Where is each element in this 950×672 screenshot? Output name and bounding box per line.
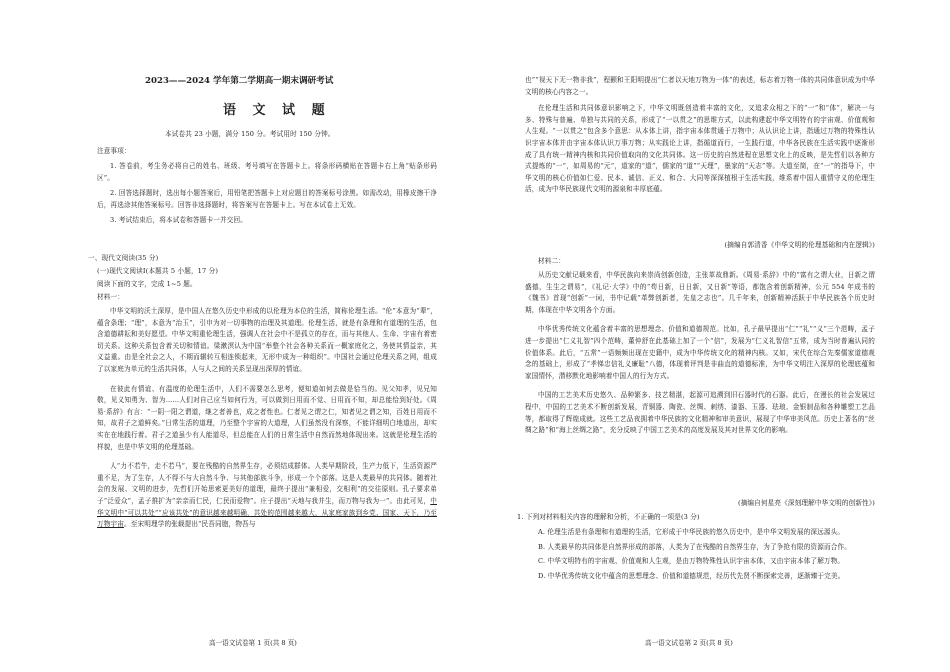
source-citation: (摘编自何星亮《深刻理解中华文明的创新性》) <box>737 499 875 507</box>
paragraph: 也”“视天下无一物非我”，程颢和王阳明提出“仁者以天地万物为一体”的表述，标志着万物一体的共同体意识成为中华文明的核心内容之一。 <box>525 76 875 96</box>
subsection-heading: (一)现代文阅读Ⅰ(本题共 5 小题，17 分) <box>97 267 219 275</box>
material-label: 材料二： <box>538 257 565 265</box>
paragraph <box>97 461 437 531</box>
paragraph: 在伦理生活和共同体意识影响之下，中华文明既创造着丰富的文化，又追求众相之下的“一”和“体”，解决一与多、特殊与普遍、单独与共同的关系，形成了“一以贯之”的思维方式，以此构建起中华文明特有的宇宙观、价值观和人生观。“一以贯之”包含多个意思：从本体上讲，指宇宙本体贯通于万物中；从认识论上讲，指通过万物的特殊性认识宇宙本体并由宇宙本体认识万事万物；从实践论上讲，指循道而行，一生践行道，中华各民族在生活实践中逐渐形成了具有统一精神内核和共同价值取向的文化共同体。这一历史的自然进程在思想文化上的反映，是先哲们以各种方式提炼的“一”，如周易的“元”，道家的“道”，儒家的“道”“天理”，墨家的“天志”等。大道至简，在“一”的指导下，中华文明的核心价值如仁爱、民本、诚信、正义、和合、大同等深深植根于生活实践，维系着中国人重情守义的伦理生活，成为中华民族现代文明的源泉和丰厚底蕴。 <box>525 104 875 194</box>
paragraph-text: 人“力不若牛，走不若马”，要在残酷的自然界生存，必须结成群体。人类早期阶段，生产力低下，生活资源严重不足，为了生存，人不得不与大自然斗争、与其他部族斗争，形成一个个部落。这是人类最早的共同体。随着社会的发展、文明的进步，先哲们开始思索更美好的道理，最终于提出“兼相爱，交相利”的交往原则。孔子要求弟子“泛爱众”，孟子推扩为“亲亲而仁民，仁民而爱物”。庄子提出“天地与我并生，而万物与我为一”。由此可见， <box>97 462 437 505</box>
note-item: 1. 答卷前，考生务必将自己的姓名、班级、考号填写在答题卡上。将条形码横贴在答题卡右上角“贴条形码区”。 <box>97 162 437 182</box>
notes-list <box>97 161 437 227</box>
notes-heading: 注意事项： <box>97 147 131 155</box>
material1-continued <box>525 75 875 196</box>
paragraph-text: 。至宋明理学的张载提出“民吾同胞，物吾与 <box>123 520 256 529</box>
option-b: B. 人类最早的共同体是自然界形成的部落，人类为了在残酷的自然界生存，为了争抢有限的资源而合作。 <box>538 542 851 551</box>
paragraph: 从历史文献记载来看，中华民族向来崇尚创新创造，主张革故鼎新。《周易·系辞》中的“富有之谓大业，日新之谓盛德，生生之谓易”，《礼记·大学》中的“苟日新，日日新，又日新”等语，都饱含着创新精神，公元 554 年成书的《魏书》首现“创新”一词，书中记载“革弊创新者，先皇之志也”。几千年来，创新精神活跃于中华民族各个历史时期，体现在中华文明各个方面。 <box>525 271 875 314</box>
right-column <box>517 0 875 672</box>
material2-body <box>525 270 875 437</box>
paragraph: 中华文明的沃土深厚，是中国人在悠久历史中形成的以伦理为本位的生活，简称伦理生活。“伦”本意为“辈”，蕴含条理；“理”，本意为“治玉”，引申为对一切事物的治理及其道理。伦理生活，就是有条理和有道理的生活，包含道德耕耘和美好愿望。中华文明重伦理生活，强调人在社会中不是孤立的存在，而与其他人、生命、宇宙有着密切关系。这种关系包含着关切和情谊。梁漱溟认为中国“举整个社会各种关系而一概家庭化之，务使其情益亲，其义益重。由是全社会之人，不期而辗转互相连锁起来，无形中成为一种组织”。中国社会通过伦理关系之网，组成了以家庭为单元的生活共同体，人与人之间的关系呈现出深厚的情谊。 <box>97 307 437 373</box>
source-citation: (摘编自郭清香《中华文明的伦理基础和内在逻辑》) <box>724 241 875 249</box>
left-column <box>88 0 437 672</box>
option-d: D. 中华优秀传统文化中蕴含的思想理念、价值和道德规范，经历代先贤不断探索完善，逐渐臻于完美。 <box>538 571 845 580</box>
exam-info: 本试卷共 23 小题，满分 150 分。考试用时 150 分钟。 <box>165 130 335 138</box>
note-item: 3. 考试结束后，将本试卷和答题卡一并交回。 <box>110 216 247 225</box>
material1-body <box>97 306 437 531</box>
options-list <box>538 527 875 582</box>
instruction: 阅读下面的文字，完成 1~5 题。 <box>97 280 197 288</box>
paragraph: 中国的工艺美术历史悠久、品种繁多、技艺精湛，起源可追溯到旧石器时代的石器。此后，在漫长的社会发展过程中，中国的工艺美术不断创新发展，青铜器、陶瓷、丝绸、刺绣、漆器、玉器、珐琅、金银制品和各种雕塑工艺品等，都取得了辉煌成就。这些工艺品夜拥着中华民族的文化精神和审美意识，展现了中华审美风范。历史上著名的“丝绸之路”和“海上丝绸之路”，充分反映了中国工艺美术的高度发展及其对世界文化的影响。 <box>525 391 875 435</box>
material-label: 材料一： <box>97 293 124 301</box>
option-c: C. 中华文明特有的宇宙观、价值观和人生观，是由万物特殊性认识宇宙本体，又由宇宙本体了解万物。 <box>538 557 845 566</box>
page-footer: 高一语文试卷第 2 页(共 8 页) <box>645 639 733 647</box>
option-a: A. 伦理生活是有条理和有道理的生活，它形成于中华民族的悠久历史中，是中华文明发展的深远源头。 <box>538 528 845 536</box>
exam-header: 2023——2024 学年第二学期高一期末调研考试 <box>145 76 334 86</box>
paragraph: 中华优秀传统文化蕴含着丰富的思想理念、价值和道德规范。比如，孔子最早提出“仁”“礼”“义”三个范畴，孟子进一步提出“仁义礼智”四个范畴，董仲舒在此基础上加了一个“信”，发展为“仁义礼智信”五常，成为当时普遍认同的价值体系。此后，“五常”一语频频出现在史籍中，成为中华传统文化的精神内核。又如，宋代在综合先秦儒家道德观念的基础上，形成了“孝悌忠信礼义廉耻”八德，体现着评判是非曲直的道德标准，为中华文明注入深厚的伦理底蕴和家国情怀，潜移默化地影响着中国人的行为方式。 <box>525 325 875 380</box>
underlined-text: 中华文明中“可以共处”“应该共处”的意识越来越明确，共处的范围越来越大，从家庭家族到乡党、国家、天下，乃至万物宇宙 <box>97 496 437 529</box>
exam-title: 语 文 试 题 <box>223 103 331 118</box>
paragraph: 在彼此有情谊、有温度的伦理生活中，人们不需要怎么思考，便知道如何去做是恰当的。见父知孝，见兄知敬，见义知勇为、智为……人们对自己应当如何行为，可以做到日用而不觉、日用而不知，却总能恰到好处。《周易·系辞》有言：“一阴一阳之谓道，继之者善也，成之者性也。仁者见之谓之仁，知者见之谓之知，百姓日用而不知，故君子之道鲜矣。”日常生活的道理，乃至整个宇宙的大道理，人们虽然没有深察，不能详细明白地道出，却实实在在地践行着。君子之道虽少有人能道尽，但总能在人们的日常生活中自然而然地体现出来。这就是伦理生活的样貌，也是中华文明的伦理基础。 <box>97 384 437 451</box>
note-item: 2. 回答选择题时，选出每小题答案后，用铅笔把答题卡上对应题目的答案标号涂黑。如需改动，用橡皮擦干净后，再选涂其他答案标号。回答非选择题时，将答案写在答题卡上。写在本试卷上无效。 <box>97 189 437 209</box>
section-heading: 一、现代文阅读(35 分) <box>88 254 159 262</box>
page-footer: 高一语文试卷第 1 页(共 8 页) <box>209 639 297 647</box>
question-stem: 1. 下列对材料相关内容的理解和分析，不正确的一项是(3 分) <box>517 513 700 521</box>
